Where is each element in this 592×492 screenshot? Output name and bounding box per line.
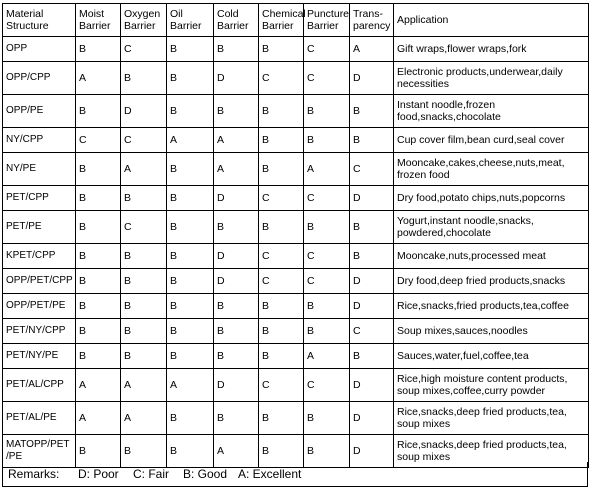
cold-grade-cell: B	[214, 211, 259, 244]
application-cell: Cup cover film,bean curd,seal cover	[394, 128, 589, 153]
application-cell: Dry food,deep fried products,snacks	[394, 269, 589, 294]
oil-grade-cell: B	[167, 344, 214, 369]
cold-grade-cell: D	[214, 244, 259, 269]
header-text: Cold	[217, 8, 239, 20]
header-text: Barrier	[307, 20, 339, 32]
material-cell: KPET/CPP	[3, 244, 76, 269]
application-cell: Rice,snacks,deep fried products,tea, soup mixes	[394, 402, 589, 435]
barrier-properties-table-container	[2, 3, 588, 487]
header-text: Moist	[79, 8, 105, 20]
chemical-grade-cell: B	[259, 95, 304, 128]
moist-grade-cell: B	[76, 269, 121, 294]
chemical-grade-cell: C	[259, 244, 304, 269]
oxygen-grade-cell: B	[121, 186, 167, 211]
legend-good: B: Good	[183, 467, 228, 481]
material-cell: PET/PE	[3, 211, 76, 244]
transparency-grade-cell: D	[350, 186, 394, 211]
oxygen-grade-cell: A	[121, 402, 167, 435]
cold-grade-cell: D	[214, 269, 259, 294]
puncture-grade-cell: B	[304, 402, 350, 435]
puncture-grade-cell: C	[304, 269, 350, 294]
material-cell: PET/NY/CPP	[3, 319, 76, 344]
puncture-grade-cell: B	[304, 435, 350, 468]
table-row	[3, 62, 589, 95]
header-text: Application	[397, 14, 449, 26]
puncture-grade-cell: B	[304, 294, 350, 319]
cold-grade-cell: B	[214, 402, 259, 435]
table-row	[3, 186, 589, 211]
cold-grade-cell: D	[214, 62, 259, 95]
chemical-grade-cell: B	[259, 344, 304, 369]
chemical-grade-cell: B	[259, 128, 304, 153]
moist-grade-cell: B	[76, 294, 121, 319]
application-cell: Rice,high moisture content products, soup mixes,coffee,curry powder	[394, 369, 589, 402]
oil-grade-cell: B	[167, 211, 214, 244]
header-text: Material	[6, 8, 44, 20]
cold-grade-cell: A	[214, 128, 259, 153]
oil-grade-cell: B	[167, 186, 214, 211]
puncture-grade-cell: B	[304, 95, 350, 128]
application-cell: Rice,snacks,fried products,tea,coffee	[394, 294, 589, 319]
moist-grade-cell: B	[76, 244, 121, 269]
transparency-grade-cell: B	[350, 244, 394, 269]
material-cell: PET/AL/CPP	[3, 369, 76, 402]
application-cell: Dry food,potato chips,nuts,popcorns	[394, 186, 589, 211]
application-cell: Gift wraps,flower wraps,fork	[394, 37, 589, 62]
moist-grade-cell: B	[76, 153, 121, 186]
transparency-grade-cell: B	[350, 344, 394, 369]
oxygen-grade-cell: C	[121, 37, 167, 62]
cold-grade-cell: D	[214, 186, 259, 211]
puncture-grade-cell: B	[304, 319, 350, 344]
cold-grade-cell: A	[214, 153, 259, 186]
barrier-properties-table	[2, 3, 589, 468]
header-text: Barrier	[170, 20, 202, 32]
material-cell: PET/NY/PE	[3, 344, 76, 369]
header-text: Structure	[6, 20, 49, 32]
chemical-grade-cell: B	[259, 37, 304, 62]
oxygen-grade-cell: B	[121, 344, 167, 369]
transparency-grade-cell: D	[350, 62, 394, 95]
cold-grade-cell: B	[214, 319, 259, 344]
application-cell: Yogurt,instant noodle,snacks, powdered,chocolate	[394, 211, 589, 244]
oil-grade-cell: A	[167, 369, 214, 402]
application-cell: Mooncake,nuts,processed meat	[394, 244, 589, 269]
cold-grade-cell: D	[214, 369, 259, 402]
oil-grade-cell: B	[167, 62, 214, 95]
puncture-grade-cell: C	[304, 186, 350, 211]
table-row	[3, 294, 589, 319]
material-cell: PET/AL/PE	[3, 402, 76, 435]
moist-grade-cell: B	[76, 435, 121, 468]
transparency-grade-cell: B	[350, 211, 394, 244]
table-row	[3, 402, 589, 435]
header-text: Puncture	[307, 8, 350, 20]
moist-grade-cell: B	[76, 95, 121, 128]
transparency-grade-cell: D	[350, 294, 394, 319]
application-cell: Electronic products,underwear,daily necessities	[394, 62, 589, 95]
material-cell: OPP/CPP	[3, 62, 76, 95]
application-cell: Sauces,water,fuel,coffee,tea	[394, 344, 589, 369]
chemical-grade-cell: B	[259, 435, 304, 468]
puncture-grade-cell: C	[304, 62, 350, 95]
chemical-grade-cell: C	[259, 186, 304, 211]
material-cell: OPP/PE	[3, 95, 76, 128]
table-row	[3, 211, 589, 244]
oil-grade-cell: B	[167, 435, 214, 468]
header-text: Oxygen	[124, 8, 161, 20]
table-row	[3, 319, 589, 344]
header-text: Oil	[170, 8, 183, 20]
oxygen-grade-cell: B	[121, 294, 167, 319]
chemical-grade-cell: C	[259, 269, 304, 294]
chemical-grade-cell: B	[259, 319, 304, 344]
oil-grade-cell: B	[167, 153, 214, 186]
table-row	[3, 128, 589, 153]
application-cell: Mooncake,cakes,cheese,nuts,meat, frozen food	[394, 153, 589, 186]
puncture-grade-cell: A	[304, 344, 350, 369]
material-cell: NY/CPP	[3, 128, 76, 153]
remarks-label: Remarks:	[8, 467, 60, 481]
header-text: parency	[353, 20, 391, 32]
oxygen-grade-cell: A	[121, 153, 167, 186]
transparency-grade-cell: C	[350, 319, 394, 344]
header-oxygen-barrier	[121, 4, 167, 37]
remarks-legend	[2, 462, 588, 487]
table-row	[3, 269, 589, 294]
material-cell: OPP/PET/CPP	[3, 269, 76, 294]
table-row	[3, 95, 589, 128]
cold-grade-cell: B	[214, 37, 259, 62]
oil-grade-cell: B	[167, 269, 214, 294]
transparency-grade-cell: D	[350, 269, 394, 294]
header-oil-barrier	[167, 4, 214, 37]
transparency-grade-cell: C	[350, 153, 394, 186]
header-text: Barrier	[217, 20, 249, 32]
puncture-grade-cell: C	[304, 244, 350, 269]
header-application	[394, 4, 589, 37]
puncture-grade-cell: C	[304, 369, 350, 402]
cold-grade-cell: B	[214, 95, 259, 128]
puncture-grade-cell: B	[304, 211, 350, 244]
oxygen-grade-cell: B	[121, 319, 167, 344]
application-cell: Soup mixes,sauces,noodles	[394, 319, 589, 344]
oxygen-grade-cell: B	[121, 244, 167, 269]
transparency-grade-cell: A	[350, 37, 394, 62]
moist-grade-cell: B	[76, 344, 121, 369]
oil-grade-cell: B	[167, 95, 214, 128]
cold-grade-cell: A	[214, 435, 259, 468]
legend-fair: C: Fair	[133, 467, 169, 481]
chemical-grade-cell: C	[259, 369, 304, 402]
application-cell: Instant noodle,frozen food,snacks,chocolate	[394, 95, 589, 128]
header-transparency	[350, 4, 394, 37]
header-puncture-barrier	[304, 4, 350, 37]
puncture-grade-cell: B	[304, 128, 350, 153]
chemical-grade-cell: B	[259, 211, 304, 244]
oxygen-grade-cell: C	[121, 211, 167, 244]
oil-grade-cell: B	[167, 402, 214, 435]
moist-grade-cell: A	[76, 402, 121, 435]
transparency-grade-cell: D	[350, 402, 394, 435]
transparency-grade-cell: D	[350, 369, 394, 402]
puncture-grade-cell: A	[304, 153, 350, 186]
table-row	[3, 153, 589, 186]
oxygen-grade-cell: A	[121, 369, 167, 402]
application-cell: Rice,snacks,deep fried products,tea, soup mixes	[394, 435, 589, 468]
header-cold-barrier	[214, 4, 259, 37]
header-text: Barrier	[124, 20, 156, 32]
legend-excellent: A: Excellent	[238, 467, 302, 481]
table-row	[3, 369, 589, 402]
cold-grade-cell: B	[214, 294, 259, 319]
header-moist-barrier	[76, 4, 121, 37]
oil-grade-cell: A	[167, 128, 214, 153]
oxygen-grade-cell: B	[121, 435, 167, 468]
oxygen-grade-cell: D	[121, 95, 167, 128]
material-cell: NY/PE	[3, 153, 76, 186]
table-row	[3, 37, 589, 62]
header-text: Barrier	[262, 20, 294, 32]
table-row	[3, 244, 589, 269]
oxygen-grade-cell: C	[121, 128, 167, 153]
moist-grade-cell: B	[76, 211, 121, 244]
material-cell: OPP/PET/PE	[3, 294, 76, 319]
chemical-grade-cell: B	[259, 153, 304, 186]
table-row	[3, 344, 589, 369]
chemical-grade-cell: B	[259, 402, 304, 435]
oil-grade-cell: B	[167, 37, 214, 62]
moist-grade-cell: B	[76, 319, 121, 344]
header-text: Trans-	[353, 8, 383, 20]
chemical-grade-cell: C	[259, 62, 304, 95]
transparency-grade-cell: B	[350, 128, 394, 153]
header-material-structure	[3, 4, 76, 37]
material-cell: PET/CPP	[3, 186, 76, 211]
moist-grade-cell: B	[76, 37, 121, 62]
material-cell: OPP	[3, 37, 76, 62]
header-chemical-barrier	[259, 4, 304, 37]
moist-grade-cell: A	[76, 62, 121, 95]
moist-grade-cell: C	[76, 128, 121, 153]
header-row	[3, 4, 589, 37]
cold-grade-cell: B	[214, 344, 259, 369]
legend-poor: D: Poor	[78, 467, 119, 481]
moist-grade-cell: B	[76, 186, 121, 211]
header-text: Barrier	[79, 20, 111, 32]
oxygen-grade-cell: B	[121, 269, 167, 294]
material-cell: MATOPP/PET /PE	[3, 435, 76, 468]
transparency-grade-cell: B	[350, 95, 394, 128]
moist-grade-cell: A	[76, 369, 121, 402]
oxygen-grade-cell: B	[121, 62, 167, 95]
transparency-grade-cell: D	[350, 435, 394, 468]
oil-grade-cell: B	[167, 294, 214, 319]
puncture-grade-cell: C	[304, 37, 350, 62]
oil-grade-cell: B	[167, 244, 214, 269]
header-text: Chemical	[262, 8, 306, 20]
oil-grade-cell: B	[167, 319, 214, 344]
chemical-grade-cell: B	[259, 294, 304, 319]
